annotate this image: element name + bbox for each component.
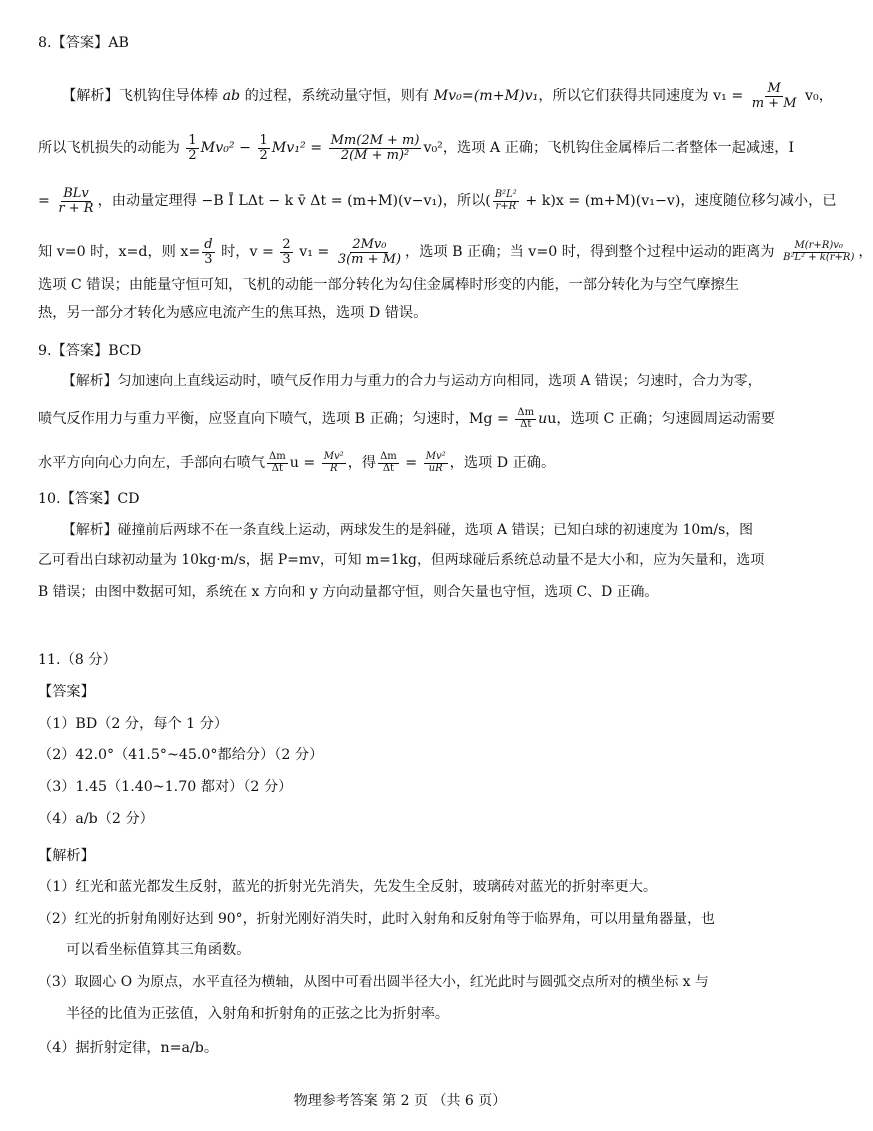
- q8-analysis-line-5: 选项 C 错误；由能量守恒可知，飞机的动能一部分转化为勾住金属棒时形变的内能，一部分转化为与空气摩擦生: [38, 277, 739, 293]
- q8-analysis-line-1: 【解析】飞机钩住导体棒 ab 的过程，系统动量守恒，则有 Mv₀=(m+M)v₁，所以它们获得共同速度为 v₁ = $\frac{M}{m + M}$ v₀，: [62, 81, 833, 111]
- q11-analysis-1: （1）红光和蓝光都发生反射，蓝光的折射光先消失，先发生全反射，玻璃砖对蓝光的折射率更大。: [38, 879, 658, 895]
- q10-analysis-line-2: 乙可看出白球初动量为 10kg·m/s，据 P=mv，可知 m=1kg，但两球碰后系统总动量不是大小和，应为矢量和，选项: [38, 552, 765, 568]
- q8-analysis-line-3: = $\frac{\text{BLv}}{r + R}$ ，由动量定理得 −B Ī LΔt − k v̄ Δt = (m+M)(v−v₁)，所以( $\frac{\text{B²L²}}{r+R}$ + k)x = (m+M)(v₁−v)，速度随位移匀减小，已: [38, 186, 837, 216]
- q8-analysis-line-2: 所以飞机损失的动能为 $\frac{1}{2}$ Mv₀² − $\frac{1}{2}$ Mv₁² = $\frac{Mm(2M + m)}{\text{2(M + m)²}}$ v₀²，选项 A 正确；飞机钩住金属棒后二者整体一起减速，I: [38, 133, 795, 163]
- q8-analysis-line-6: 热，另一部分才转化为感应电流产生的焦耳热，选项 D 错误。: [38, 305, 428, 321]
- q9-analysis-line-2: 喷气反作用力与重力平衡，应竖直向下喷气，选项 B 正确；匀速时，Mg = $\frac{\Delta m}{\Delta t}$ uu，选项 C 正确；匀速圆周运动需要: [38, 407, 775, 430]
- q11-analysis-4: （4）据折射定律，n=a/b。: [38, 1040, 219, 1056]
- q11-analysis-3a: （3）取圆心 O 为原点，水平直径为横轴，从图中可看出圆半径大小，红光此时与圆弧交点所对的横坐标 x 与: [38, 974, 709, 990]
- q9-analysis-line-1: 【解析】匀加速向上直线运动时，喷气反作用力与重力的合力与运动方向相同，选项 A 错误；匀速时，合力为零，: [62, 373, 762, 389]
- q11-answer-4: （4）a/b（2 分）: [38, 811, 154, 827]
- fraction: $\frac{M}{m + M}$: [751, 81, 797, 111]
- q9-analysis-line-3: 水平方向向心力向左，手部向右喷气 $\frac{\Delta m}{\Delta t}$ u = $\frac{\text{Mv²}}{R}$ ，得 $\frac{\Delta m}{\Delta t}$ = $\frac{\text{Mv²}}{uR}$ ，选项 D 正确。: [38, 451, 556, 474]
- q11-answer-1: （1）BD（2 分，每个 1 分）: [38, 716, 229, 732]
- q8-answer-heading: 8.【答案】AB: [38, 35, 129, 51]
- q11-analysis-2a: （2）红光的折射角刚好达到 90°，折射光刚好消失时，此时入射角和反射角等于临界角，可以用量角器量，也: [38, 911, 715, 927]
- q11-analysis-label: 【解析】: [38, 848, 95, 864]
- q10-analysis-line-3: B 错误；由图中数据可知，系统在 x 方向和 y 方向动量都守恒，则合矢量也守恒，选项 C、D 正确。: [38, 584, 659, 600]
- q11-answer-3: （3）1.45（1.40~1.70 都对）（2 分）: [38, 779, 293, 795]
- q9-answer-heading: 9.【答案】BCD: [38, 343, 142, 359]
- q11-answer-label: 【答案】: [38, 684, 95, 700]
- q10-answer-heading: 10.【答案】CD: [38, 491, 140, 507]
- q8-analysis-line-4: 知 v=0 时，x=d，则 x= $\frac{d}{3}$ 时，v = $\frac{2}{3}$ v₁ = $\frac{\text{2Mv₀}}{3(m + M)}$ ，选项 B 正确；当 v=0 时，得到整个过程中运动的距离为 $\frac{\text{M(r+R)v₀}}{\text{B²L² + k(r+R)}}$ ，: [38, 237, 873, 267]
- q11-heading: 11.（8 分）: [38, 652, 117, 668]
- page-footer: 物理参考答案 第 2 页 （共 6 页）: [293, 1093, 507, 1109]
- q11-analysis-2b: 可以看坐标值算其三角函数。: [66, 942, 251, 958]
- q10-analysis-line-1: 【解析】碰撞前后两球不在一条直线上运动，两球发生的是斜碰，选项 A 错误；已知白球的初速度为 10m/s，图: [62, 522, 754, 538]
- q11-answer-2: （2）42.0°（41.5°~45.0°都给分）（2 分）: [38, 747, 324, 763]
- q11-analysis-3b: 半径的比值为正弦值，入射角和折射角的正弦之比为折射率。: [66, 1006, 450, 1022]
